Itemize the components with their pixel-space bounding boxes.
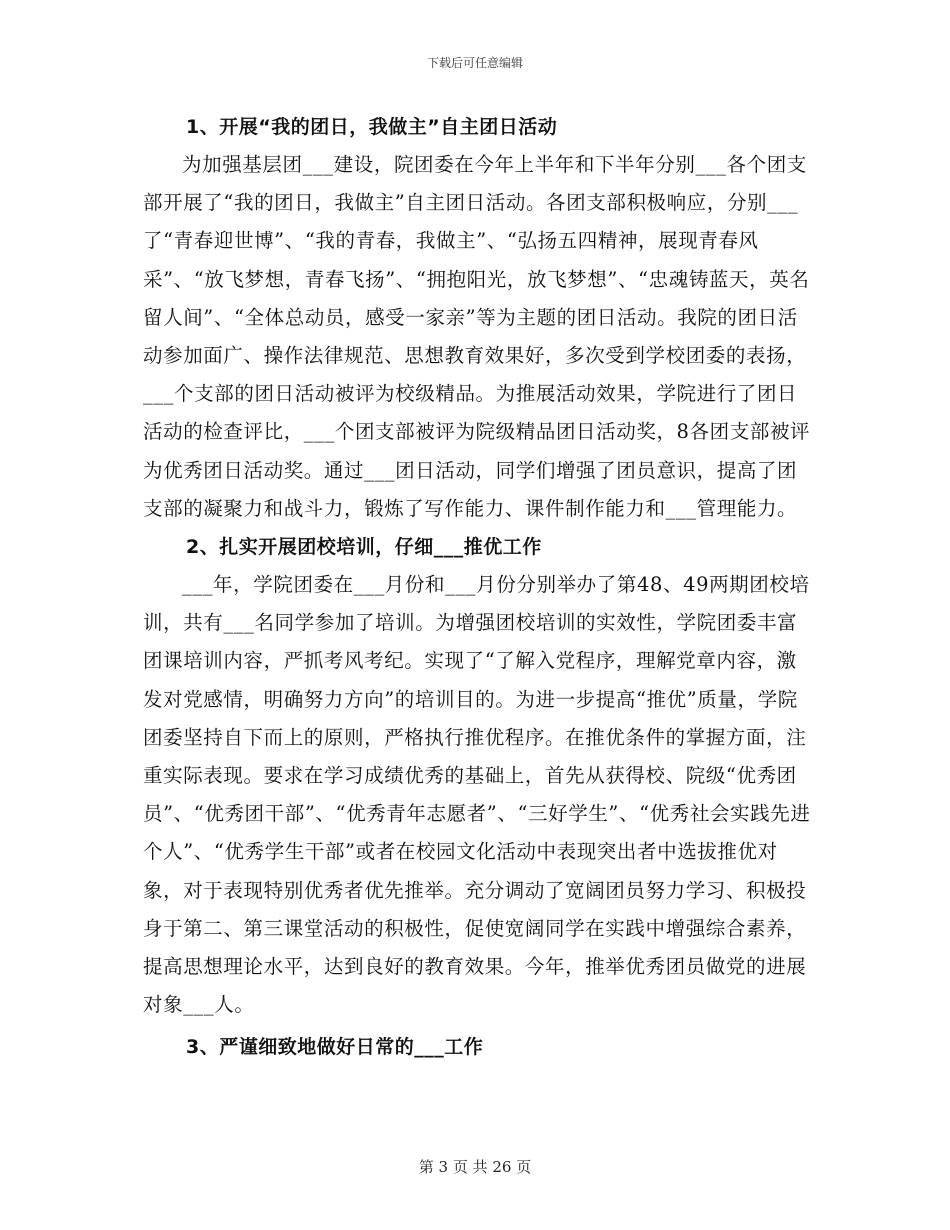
- page-number: 第 3 页 共 26 页: [418, 1158, 532, 1176]
- section-paragraph-2: ___年，学院团委在___月份和___月份分别举办了第48、49两期团校培训，共有___名同学参加了培训。为增强团校培训的实效性，学院团委丰富团课培训内容，严抓考风考纪。实现了“了解入党程序，理解党章内容，激发对党感情，明确努力方向”的培训目的。为进一步提高“推优”质量，学院团委坚持自下而上的原则，严格执行推优程序。在推优条件的掌握方面，注重实际表现。要求在学习成绩优秀的基础上，首先从获得校、院级“优秀团员”、“优秀团干部”、“优秀青年志愿者”、“三好学生”、“优秀社会实践先进个人”、“优秀学生干部”或者在校园文化活动中表现突出者中选拔推优对象，对于表现特别优秀者优先推举。充分调动了宽阔团员努力学习、积极投身于第二、第三课堂活动的积极性，促使宽阔同学在实践中增强综合素养，提高思想理论水平，达到良好的教育效果。今年，推举优秀团员做党的进展对象___人。: [143, 573, 811, 1017]
- section-heading-2: 2、扎实开展团校培训，仔细___推优工作: [186, 536, 542, 559]
- document-body: [143, 108, 815, 1066]
- section-heading-3: 3、严谨细致地做好日常的___工作: [186, 1036, 484, 1059]
- section-heading-1: 1、开展“我的团日，我做主”自主团日活动: [186, 116, 558, 138]
- section-paragraph-1: 为加强基层团___建设，院团委在今年上半年和下半年分别___各个团支部开展了“我的团日，我做主”自主团日活动。各团支部积极响应，分别___了“青春迎世博”、“我的青春，我做主”、“弘扬五四精神，展现青春风采”、“放飞梦想，青春飞扬”、“拥抱阳光，放飞梦想”、“忠魂铸蓝天，英名留人间”、“全体总动员，感受一家亲”等为主题的团日活动。我院的团日活动参加面广、操作法律规范、思想教育效果好，多次受到学校团委的表扬，___个支部的团日活动被评为校级精品。为推展活动效果，学院进行了团日活动的检查评比，___个团支部被评为院级精品团日活动奖，8各团支部被评为优秀团日活动奖。通过___团日活动，同学们增强了团员意识，提高了团支部的凝聚力和战斗力，锻炼了写作能力、课件制作能力和___管理能力。: [143, 153, 811, 520]
- page-header: 下载后可任意编辑: [426, 56, 523, 70]
